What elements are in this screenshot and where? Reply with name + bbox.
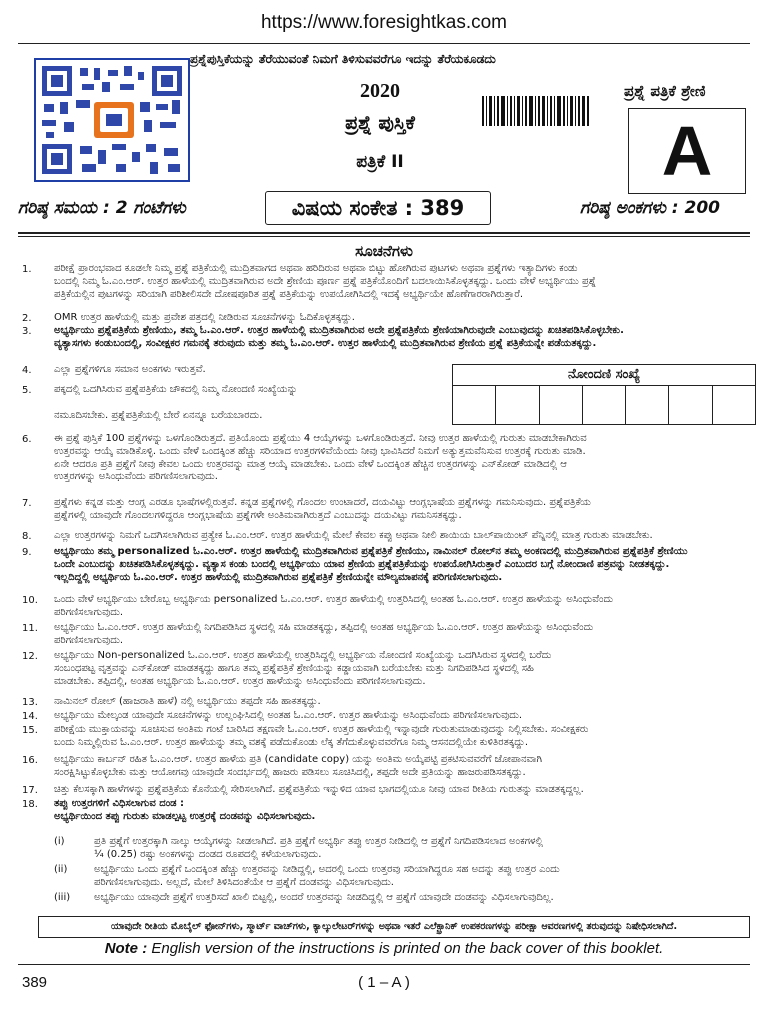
max-marks: ಗರಿಷ್ಠ ಅಂಕಗಳು : 200: [580, 198, 720, 218]
instruction-number: 16.: [22, 755, 38, 766]
qr-code-graphic: [36, 60, 188, 180]
instruction-text: ಈ ಪ್ರಶ್ನೆ ಪುಸ್ತಿಕೆ 100 ಪ್ರಶ್ನೆಗಳನ್ನು ಒಳಗೊಂಡಿರುತ್ತದೆ. ಪ್ರತಿಯೊಂದು ಪ್ರಶ್ನೆಯು 4 ಆಯ್ಕೆಗಳನ್ನು ಒಳಗೊಂಡಿರುತ್ತದೆ. ನೀವು ಉತ್ತರ ಹಾಳೆಯಲ್ಲಿ ಗುರುತು ಮಾಡಬೇಕಾಗಿರುವ: [54, 433, 587, 444]
barcode: [482, 96, 590, 126]
instruction-number: 8.: [22, 531, 32, 542]
series-letter: A: [661, 112, 713, 190]
english-note-text: English version of the instructions is printed on the back cover of this booklet.: [147, 940, 664, 957]
series-label: ಪ್ರಶ್ನೆ ಪತ್ರಿಕೆ ಶ್ರೇಣಿ: [624, 82, 706, 100]
header-rule: [18, 232, 750, 234]
exam-year: 2020: [360, 80, 400, 102]
instruction-text: ಪ್ರಶ್ನೆಗಳು ಕನ್ನಡ ಮತ್ತು ಆಂಗ್ಲ ಎರಡೂ ಭಾಷೆಗಳಲ್ಲಿರುತ್ತವೆ. ಕನ್ನಡ ಪ್ರಶ್ನೆಗಳಲ್ಲಿ ಗೊಂದಲ ಉಂಟಾದರೆ, ದಯವಿಟ್ಟು ಆಂಗ್ಲಭಾಷೆಯ ಪ್ರಶ್ನೆಗಳನ್ನು ಗಮನಿಸುವುದು. ಪ್ರಶ್ನೆಪತ್ರಿಕೆಯ: [54, 497, 591, 508]
paper-number: ಪತ್ರಿಕೆ II: [356, 152, 404, 172]
penalty-text: ಪ್ರತಿ ಪ್ರಶ್ನೆಗೆ ಉತ್ತರಕ್ಕಾಗಿ ನಾಲ್ಕು ಆಯ್ಕೆಗಳನ್ನು ನೀಡಲಾಗಿದೆ. ಪ್ರತಿ ಪ್ರಶ್ನೆಗೆ ಅಭ್ಯರ್ಥಿ ತಪ್ಪು ಉತ್ತರ ನೀಡಿದಲ್ಲಿ ಆ ಪ್ರಶ್ನೆಗೆ ನಿಗದಿಪಡಿಸಲಾದ ಅಂಕಗಳಲ್ಲಿ: [94, 836, 543, 847]
instruction-text: ಪರೀಕ್ಷೆ ಪ್ರಾರಂಭವಾದ ಕೂಡಲೇ ನಿಮ್ಮ ಪ್ರಶ್ನೆ ಪತ್ರಿಕೆಯಲ್ಲಿ ಮುದ್ರಿತವಾಗದ ಅಥವಾ ಹರಿದಿರುವ ಅಥವಾ ಬಿಟ್ಟು ಹೋಗಿರುವ ಪುಟಗಳು ಅಥವಾ ಪ್ರಶ್ನೆಗಳು ಇತ್ಯಾದಿಗಳು ಕಂಡು: [54, 263, 578, 274]
instruction-text: ಬಂದು ನಿಮ್ಮಲ್ಲಿರುವ ಓ.ಎಂ.ಆರ್. ಉತ್ತರ ಹಾಳೆಯನ್ನು ತಮ್ಮ ವಶಕ್ಕೆ ಪಡೆದುಕೊಂಡು ಲೆಕ್ಕ ತೆಗೆದುಕೊಳ್ಳುವವರೆಗೂ ನಿಮ್ಮ ಆಸನದಲ್ಲಿಯೇ ಕುಳಿತಿರತಕ್ಕದ್ದು.: [54, 736, 528, 748]
instruction-number: 1.: [22, 264, 32, 275]
instruction-number: 15.: [22, 725, 38, 736]
instruction-text: ಎಲ್ಲಾ ಉತ್ತರಗಳನ್ನು ನಿಮಗೆ ಒದಗಿಸಲಾಗಿರುವ ಪ್ರತ್ಯೇಕ ಓ.ಎಂ.ಆರ್. ಉತ್ತರ ಹಾಳೆಯಲ್ಲಿ ಮೇಲೆ ಕೇವಲ ಕಪ್ಪು ಅಥವಾ ನೀಲಿ ಶಾಯಿಯ ಬಾಲ್‌ಪಾಯಿಂಟ್ ಪೆನ್ನಿನಲ್ಲಿ ಮಾತ್ರ ಗುರುತು ಮಾಡಬೇಕು.: [54, 530, 653, 541]
penalty-text: ಅಭ್ಯರ್ಥಿಯು ಒಂದು ಪ್ರಶ್ನೆಗೆ ಒಂದಕ್ಕಿಂತ ಹೆಚ್ಚು ಉತ್ತರವನ್ನು ನೀಡಿದ್ದಲ್ಲಿ, ಅದರಲ್ಲಿ ಒಂದು ಉತ್ತರವು ಸರಿಯಾಗಿದ್ದರೂ ಸಹ ಅದನ್ನು ತಪ್ಪು ಉತ್ತರ ಎಂದು: [94, 864, 560, 875]
instruction-number: 3.: [22, 326, 32, 337]
instruction-text: ಏನೇ ಆದರೂ ಪ್ರತಿ ಪ್ರಶ್ನೆಗೆ ನೀವು ಕೇವಲ ಒಂದು ಉತ್ತರವನ್ನು ಮಾತ್ರ ಆಯ್ಕೆ ಮಾಡಬೇಕು. ಒಂದು ವೇಳೆ ಒಂದಕ್ಕಿಂತ ಹೆಚ್ಚಿನ ಉತ್ತರಗಳನ್ನು ಎನ್‌ಕೋಡ್ ಮಾಡಿದಲ್ಲಿ ಆ: [54, 458, 567, 470]
penalty-number: (ii): [54, 864, 68, 875]
instruction-text: ಸಂಬಂಧಪಟ್ಟ ವೃತ್ತವನ್ನು ಎನ್‌ಕೋಡ್ ಮಾಡತಕ್ಕದ್ದು ಹಾಗೂ ತಮ್ಮ ಪ್ರಶ್ನೆಪತ್ರಿಕೆ ಶ್ರೇಣಿಯನ್ನು ಕಡ್ಡಾಯವಾಗಿ ಬರೆಯಬೇಕು ಮತ್ತು ನಿಗದಿಪಡಿಸಿದ ಸ್ಥಳದಲ್ಲಿ ಸಹಿ: [54, 662, 534, 674]
header-rule-2: [18, 236, 750, 237]
penalty-text: ¼ (0.25) ರಷ್ಟು ಅಂಕಗಳನ್ನು ದಂಡದ ರೂಪದಲ್ಲಿ ಕಳೆಯಲಾಗುವುದು.: [94, 848, 322, 860]
barcode-graphic: [482, 96, 590, 126]
max-time: ಗರಿಷ್ಠ ಸಮಯ : 2 ಗಂಟೆಗಳು: [18, 198, 186, 218]
instruction-text: ಅಭ್ಯರ್ಥಿಯು ಓ.ಎಂ.ಆರ್. ಉತ್ತರ ಹಾಳೆಯಲ್ಲಿ ನಿಗದಿಪಡಿಸಿದ ಸ್ಥಳದಲ್ಲಿ ಸಹಿ ಮಾಡತಕ್ಕದ್ದು, ತಪ್ಪಿದಲ್ಲಿ ಅಂತಹ ಅಭ್ಯರ್ಥಿಯ ಓ.ಎಂ.ಆರ್. ಉತ್ತರ ಹಾಳೆಯನ್ನು ಅಸಿಂಧುವೆಂದು: [54, 622, 594, 633]
instruction-number: 11.: [22, 623, 38, 634]
instruction-text: ಅಭ್ಯರ್ಥಿಯು ತಮ್ಮ personalized ಓ.ಎಂ.ಆರ್. ಉತ್ತರ ಹಾಳೆಯಲ್ಲಿ ಮುದ್ರಿತವಾಗಿರುವ ಪ್ರಶ್ನೆಪತ್ರಿಕೆ ಶ್ರೇಣಿಯು, ನಾಮಿನಲ್ ರೋಲ್‌ನ ತಮ್ಮ ಅಂಕಣದಲ್ಲಿ ಮುದ್ರಿತವಾಗಿರುವ ಪ್ರಶ್ನೆಪತ್ರಿಕೆ ಶ್ರೇಣಿಯು: [54, 546, 688, 557]
english-note: [0, 940, 768, 957]
instruction-number: 9.: [22, 547, 32, 558]
instruction-text: ಒಂದು ವೇಳೆ ಅಭ್ಯರ್ಥಿಯು ಬೇರೊಬ್ಬ ಅಭ್ಯರ್ಥಿಯ personalized ಓ.ಎಂ.ಆರ್. ಉತ್ತರ ಹಾಳೆಯಲ್ಲಿ ಉತ್ತರಿಸಿದಲ್ಲಿ ಅಂತಹ ಓ.ಎಂ.ಆರ್. ಉತ್ತರ ಹಾಳೆಯನ್ನು ಅಸಿಂಧುವೆಂದು: [54, 594, 614, 605]
instruction-text: ಎಲ್ಲಾ ಪ್ರಶ್ನೆಗಳಿಗೂ ಸಮಾನ ಅಂಕಗಳು ಇರುತ್ತವೆ.: [54, 364, 206, 375]
top-rule: [18, 43, 750, 44]
subject-code: ವಿಷಯ ಸಂಕೇತ : 389: [265, 191, 491, 225]
instruction-text: ಅಭ್ಯರ್ಥಿಯು ಪ್ರಶ್ನೆಪತ್ರಿಕೆಯ ಶ್ರೇಣಿಯು, ತಮ್ಮ ಓ.ಎಂ.ಆರ್. ಉತ್ತರ ಹಾಳೆಯಲ್ಲಿ ಮುದ್ರಿತವಾಗಿರುವ ಅದೇ ಪ್ರಶ್ನೆಪತ್ರಿಕೆಯ ಶ್ರೇಣಿಯಾಗಿರುವುದೇ ಎಂಬುವುದನ್ನು ಖಚಿತಪಡಿಸಿಕೊಳ್ಳಬೇಕು.: [54, 325, 624, 336]
booklet-title: ಪ್ರಶ್ನೆ ಪುಸ್ತಿಕೆ: [345, 112, 415, 134]
series-box: [628, 108, 746, 194]
instructions-title: ಸೂಚನೆಗಳು: [355, 242, 413, 260]
instruction-text: ವ್ಯತ್ಯಾಸಗಳು ಕಂಡುಬಂದಲ್ಲಿ, ಸಂವೀಕ್ಷಕರ ಗಮನಕ್ಕೆ ತರುವುದು ಮತ್ತು ತಮ್ಮ ಓ.ಎಂ.ಆರ್. ಉತ್ತರ ಹಾಳೆಯಲ್ಲಿ ಮುದ್ರಿತವಾಗಿರುವ ಶ್ರೇಣಿಯ ಪ್ರಶ್ನೆ ಪತ್ರಿಕೆಯನ್ನೇ ಪಡೆಯತಕ್ಕದ್ದು.: [54, 337, 597, 349]
english-note-label: Note :: [104, 940, 148, 957]
instruction-text: ನಮೂದಿಸಬೇಕು. ಪ್ರಶ್ನೆಪತ್ರಿಕೆಯಲ್ಲಿ ಬೇರೆ ಏನನ್ನೂ ಬರೆಯಬಾರದು.: [54, 409, 263, 421]
registration-title: ನೋಂದಣಿ ಸಂಖ್ಯೆ: [452, 364, 756, 386]
instruction-text: ತಪ್ಪು ಉತ್ತರಗಳಿಗೆ ವಿಧಿಸಲಾಗುವ ದಂಡ :: [54, 798, 185, 809]
footer-code: 389: [22, 974, 48, 991]
instruction-text: ಪಕ್ಕದಲ್ಲಿ ಒದಗಿಸಿರುವ ಪ್ರಶ್ನೆಪತ್ರಿಕೆಯ ಚೌಕದಲ್ಲಿ ನಿಮ್ಮ ನೋಂದಣಿ ಸಂಖ್ಯೆಯನ್ನು: [54, 384, 298, 395]
instruction-number: 17.: [22, 785, 38, 796]
instruction-text: ಚಿತ್ತು ಕೆಲಸಕ್ಕಾಗಿ ಹಾಳೆಗಳನ್ನು ಪ್ರಶ್ನೆಪತ್ರಿಕೆಯ ಕೊನೆಯಲ್ಲಿ ಸೇರಿಸಲಾಗಿದೆ. ಪ್ರಶ್ನೆಪತ್ರಿಕೆಯ ಇನ್ನುಳಿದ ಯಾವ ಭಾಗದಲ್ಲಿಯೂ ನೀವು ಯಾವ ರೀತಿಯ ಗುರುತನ್ನು ಮಾಡತಕ್ಕದ್ದಲ್ಲ.: [54, 784, 584, 795]
penalty-text: ಪರಿಗಣಿಸಲಾಗುವುದು. ಅಲ್ಲದೆ, ಮೇಲೆ ತಿಳಿಸಿದಂತೆಯೇ ಆ ಪ್ರಶ್ನೆಗೆ ದಂಡವನ್ನು ವಿಧಿಸಲಾಗುವುದು.: [94, 876, 394, 888]
instruction-text: ಪರಿಗಣಿಸಲಾಗುವುದು.: [54, 634, 124, 646]
instruction-number: 6.: [22, 434, 32, 445]
instruction-number: 13.: [22, 697, 38, 708]
instruction-text: ಬಂದಲ್ಲಿ ನಿಮ್ಮ ಓ.ಎಂ.ಆರ್. ಉತ್ತರ ಹಾಳೆಯಲ್ಲಿ ಮುದ್ರಿತವಾಗಿರುವ ಅದೇ ಶ್ರೇಣಿಯ ಪೂರ್ಣ ಪ್ರಶ್ನೆ ಪತ್ರಿಕೆಯೊಂದಿಗೆ ಬದಲಾಯಿಸಿಕೊಳ್ಳತಕ್ಕದ್ದು. ಒಂದು ವೇಳೆ ಅಭ್ಯರ್ಥಿಯು ಪ್ರಶ್ನೆ: [54, 275, 597, 287]
instruction-text: ಪತ್ರಿಕೆಯಲ್ಲಿನ ಪುಟಗಳನ್ನು ಸರಿಯಾಗಿ ಪರಿಶೀಲಿಸದೇ ದೋಷಪೂರಿತ ಪ್ರಶ್ನೆ ಪತ್ರಿಕೆಯನ್ನು ಉಪಯೋಗಿಸಿದಲ್ಲಿ ಇದಕ್ಕೆ ಅಭ್ಯರ್ಥಿಯೇ ಹೊಣೆಗಾರರಾಗಿರುತ್ತಾರೆ.: [54, 288, 524, 300]
instruction-number: 10.: [22, 595, 38, 606]
footer-rule: [18, 964, 750, 965]
qr-code: [34, 58, 190, 182]
instruction-text: ಪರಿಗಣಿಸಲಾಗುವುದು.: [54, 606, 124, 618]
instruction-number: 7.: [22, 498, 32, 509]
penalty-number: (i): [54, 836, 65, 847]
instruction-number: 2.: [22, 313, 32, 324]
instruction-number: 5.: [22, 385, 32, 396]
site-url: https://www.foresightkas.com: [260, 12, 508, 33]
instruction-text: ಪ್ರಶ್ನೆಗಳಲ್ಲಿ ಯಾವುದೇ ಗೊಂದಲಗಳಿದ್ದರೂ ಆಂಗ್ಲಭಾಷೆಯ ಪ್ರಶ್ನೆಗಳೇ ಅಂತಿಮವಾಗಿರುತ್ತದೆ ಎಂಬುದನ್ನು ದಯವಿಟ್ಟು ಗಮನಿಸತಕ್ಕದ್ದು.: [54, 509, 462, 521]
penalty-text: ಅಭ್ಯರ್ಥಿಯು ಯಾವುದೇ ಪ್ರಶ್ನೆಗೆ ಉತ್ತರಿಸದೆ ಖಾಲಿ ಬಿಟ್ಟಲ್ಲಿ, ಅಂದರೆ ಉತ್ತರವನ್ನು ನೀಡದಿದ್ದಲ್ಲಿ ಆ ಪ್ರಶ್ನೆಗೆ ಯಾವುದೇ ದಂಡವನ್ನು ವಿಧಿಸಲಾಗುವುದಿಲ್ಲ.: [94, 892, 554, 903]
instruction-text: ಅಭ್ಯರ್ಥಿಯು ಕಾರ್ಬನ್ ರಹಿತ ಓ.ಎಂ.ಆರ್. ಉತ್ತರ ಹಾಳೆಯ ಪ್ರತಿ (candidate copy) ಯನ್ನು ಅಂತಿಮ ಅಯ್ಕೆಪಟ್ಟಿ ಪ್ರಕಟಿಸುವವರೆಗೆ ಜೋಪಾನವಾಗಿ: [54, 754, 542, 765]
instruction-text: ನಾಮಿನಲ್ ರೋಲ್ (ಹಾಜರಾತಿ ಹಾಳೆ) ನಲ್ಲಿ ಅಭ್ಯರ್ಥಿಯು ತಪ್ಪದೇ ಸಹಿ ಹಾಕತಕ್ಕದ್ದು.: [54, 696, 321, 707]
instruction-number: 18.: [22, 799, 38, 810]
instruction-number: 14.: [22, 711, 38, 722]
instruction-text: ಪರೀಕ್ಷೆಯ ಮುಕ್ತಾಯವನ್ನು ಸೂಚಿಸುವ ಅಂತಿಮ ಗಂಟೆ ಬಾರಿಸಿದ ತಕ್ಷಣವೇ ಓ.ಎಂ.ಆರ್. ಉತ್ತರ ಹಾಳೆಯಲ್ಲಿ ಇನ್ನಾವುದೇ ಗುರುತುಮಾಡುವುದನ್ನು ನಿಲ್ಲಿಸಬೇಕು. ಸಂವೀಕ್ಷಕರು: [54, 724, 589, 735]
instruction-text: ಅಭ್ಯರ್ಥಿಯಿಂದ ತಪ್ಪು ಗುರುತು ಮಾಡಲ್ಪಟ್ಟ ಉತ್ತರಕ್ಕೆ ದಂಡವನ್ನು ವಿಧಿಸಲಾಗುವುದು.: [54, 810, 316, 822]
instruction-text: ಮಾಡಬೇಕು. ತಪ್ಪಿದಲ್ಲಿ, ಅಂತಹ ಅಭ್ಯರ್ಥಿಯ ಓ.ಎಂ.ಆರ್. ಉತ್ತರ ಹಾಳೆಯನ್ನು ಅಸಿಂಧುವೆಂದು ಪರಿಗಣಿಸಲಾಗುವುದು.: [54, 675, 426, 687]
instruction-text: OMR ಉತ್ತರ ಹಾಳೆಯಲ್ಲಿ ಮತ್ತು ಪ್ರವೇಶ ಪತ್ರದಲ್ಲಿ ನೀಡಿರುವ ಸೂಚನೆಗಳನ್ನು ಓದಿಕೊಳ್ಳತಕ್ಕದ್ದು.: [54, 312, 355, 323]
instruction-text: ಒಂದೇ ಎಂಬುದನ್ನು ಖಚಿತಪಡಿಸಿಕೊಳ್ಳತಕ್ಕದ್ದು. ವ್ಯತ್ಯಾಸ ಕಂಡು ಬಂದಲ್ಲಿ ಅಭ್ಯರ್ಥಿಯು ಯಾವ ಶ್ರೇಣಿಯ ಪ್ರಶ್ನೆಪತ್ರಿಕೆಯನ್ನು ಉಪಯೋಗಿಸಿರುತ್ತಾರೆ ಎಂಬುದರ ಬಗ್ಗೆ ನೋಂದಾಣಿ ಪತ್ರವನ್ನು ನೀಡತಕ್ಕದ್ದು.: [54, 558, 670, 570]
footer-page: ( 1 – A ): [358, 974, 410, 991]
instruction-number: 4.: [22, 365, 32, 376]
instruction-text: ಉತ್ತರವನ್ನು ಆಯ್ಕೆ ಮಾಡಿಕೊಳ್ಳಿ. ಒಂದು ವೇಳೆ ಒಂದಕ್ಕಿಂತ ಹೆಚ್ಚು ಸರಿಯಾದ ಉತ್ತರಗಳಿವೆಯೆಂದು ನೀವು ಭಾವಿಸಿದರೆ ನಿಮಗೆ ಅತ್ಯುತ್ತಮವೆನಿಸುವ ಉತ್ತರಕ್ಕೆ ಗುರುತು ಮಾಡಿ.: [54, 445, 586, 457]
instruction-text: ಅಭ್ಯರ್ಥಿಯು ಮೇಲ್ಕಂಡ ಯಾವುದೇ ಸೂಚನೆಗಳನ್ನು ಉಲ್ಲಂಘಿಸಿದಲ್ಲಿ ಅಂತಹ ಓ.ಎಂ.ಆರ್. ಉತ್ತರ ಹಾಳೆಯನ್ನು ಅಸಿಂಧುವೆಂದು ಪರಿಗಣಿಸಲಾಗುವುದು.: [54, 710, 523, 721]
instruction-number: 12.: [22, 651, 38, 662]
booklet-warning: ಪ್ರಶ್ನೆಪುಸ್ತಿಕೆಯನ್ನು ತೆರೆಯುವಂತೆ ನಿಮಗೆ ತಿಳಿಸುವವರೆಗೂ ಇದನ್ನು ತೆರೆಯಕೂಡದು: [190, 52, 496, 66]
instruction-text: ಅಭ್ಯರ್ಥಿಯು Non-personalized ಓ.ಎಂ.ಆರ್. ಉತ್ತರ ಹಾಳೆಯಲ್ಲಿ ಉತ್ತರಿಸಿದ್ದಲ್ಲಿ ಅಭ್ಯರ್ಥಿಯ ನೋಂದಣಿ ಸಂಖ್ಯೆಯನ್ನು ಒದಗಿಸಿರುವ ಸ್ಥಳದಲ್ಲಿ ಬರೆದು: [54, 650, 552, 661]
penalty-number: (iii): [54, 892, 71, 903]
instruction-text: ಇಲ್ಲದಿದ್ದಲ್ಲಿ ಅಭ್ಯರ್ಥಿಯ ಓ.ಎಂ.ಆರ್. ಉತ್ತರ ಹಾಳೆಯಲ್ಲಿ ಮುದ್ರಿತವಾಗಿರುವ ಪ್ರಶ್ನೆಪತ್ರಿಕೆ ಶ್ರೇಣಿಯನ್ನೇ ಮೌಲ್ಯಮಾಪನಕ್ಕೆ ಪರಿಗಣಿಸಲಾಗುವುದು.: [54, 571, 503, 583]
instruction-text: ಉತ್ತರಗಳನ್ನು ಅಸಿಂಧುವೆಂದು ಪರಿಗಣಿಸಲಾಗುವುದು.: [54, 471, 218, 483]
instruction-text: ಸಂರಕ್ಷಿಸಿಟ್ಟುಕೊಳ್ಳಬೇಕು ಮತ್ತು ಆಯೋಗವು ಯಾವುದೇ ಸಂದರ್ಭದಲ್ಲಿ ಹಾಜರು ಪಡಿಸಲು ಸೂಚಿಸಿದಲ್ಲಿ, ತಪ್ಪದೇ ಅದೇ ಪ್ರತಿಯನ್ನು ಹಾಜರುಪಡಿಸತಕ್ಕದ್ದು.: [54, 766, 526, 778]
mobile-ban-note: ಯಾವುದೇ ರೀತಿಯ ಮೊಬೈಲ್ ಫೋನ್‌ಗಳು, ಸ್ಮಾರ್ಟ್ ವಾಚ್‌ಗಳು, ಕ್ಯಾಲ್ಕುಲೇಟರ್‌ಗಳನ್ನು ಅಥವಾ ಇತರೆ ಎಲೆಕ್ಟ್ರಾನಿಕ್ ಉಪಕರಣಗಳನ್ನು ಪರೀಕ್ಷಾ ಆವರಣಗಳಲ್ಲಿ ತರುವುದನ್ನು ನಿಷೇಧಿಸಲಾಗಿದೆ.: [38, 916, 750, 938]
